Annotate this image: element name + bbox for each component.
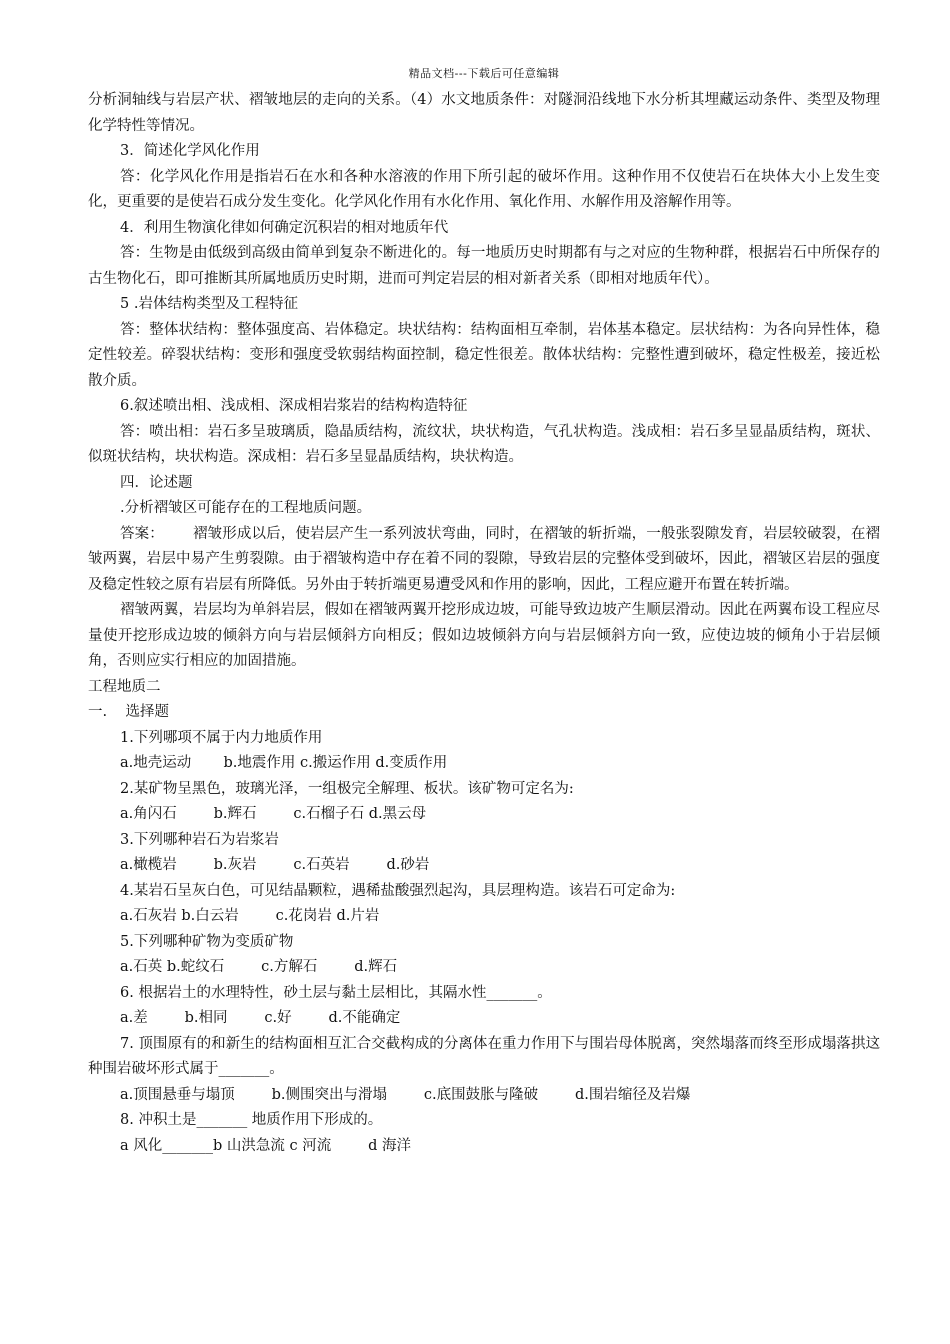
answer-text-1: 褶皱形成以后，使岩层产生一系列波状弯曲，同时，在褶皱的斩折端，一般张裂隙发育，岩层较破裂，在褶皱两翼，岩层中易产生剪裂隙。由于褶皱构造中存在着不同的裂隙，导致岩层的完整体受到破坏，因此，褶皱区岩层的强度及稳定性较之原有岩层有所降低。另外由于转折端更易遭受风和作用的影响，因此，工程应避开布置在转折端。	[88, 525, 881, 593]
choice-question-3: 3.下列哪种岩石为岩浆岩	[120, 831, 279, 848]
choice-question-7: 7. 顶围原有的和新生的结构面相互汇合交截构成的分离体在重力作用下与围岩母体脱离，突然塌落而终至形成塌落拱这种围岩破坏形式属于_______。	[88, 1035, 880, 1077]
question-4-answer: 答：生物是由低级到高级由简单到复杂不断进化的。每一地质历史时期都有与之对应的生物种群，根据岩石中所保存的古生物化石，即可推断其所属地质历史时期，进而可判定岩层的相对新者关系（即相对地质年代）。	[88, 245, 880, 287]
section-4-answer-1	[88, 522, 880, 599]
part-2-section-1-title: 一. 选择题	[88, 704, 170, 720]
choice-options-7: a.顶围悬垂与塌顶 b.侧围突出与滑塌 c.底围鼓胀与隆破 d.围岩缩径及岩爆	[120, 1086, 691, 1103]
page-header: 精品文档---下载后可任意编辑	[408, 67, 560, 80]
question-5-answer: 答：整体状结构：整体强度高、岩体稳定。块状结构：结构面相互牵制，岩体基本稳定。层状结构：为各向异性体，稳定性较差。碎裂状结构：变形和强度受软弱结构面控制，稳定性很差。散体状结构：完整性遭到破坏，稳定性极差，接近松散介质。	[88, 321, 880, 389]
choice-question-list	[88, 726, 880, 1160]
part-2-title: 工程地质二	[88, 678, 161, 695]
answer-label: 答案：	[120, 525, 164, 542]
choice-question-2: 2.某矿物呈黑色，玻璃光泽，一组极完全解理、板状。该矿物可定名为:	[120, 780, 574, 797]
choice-question-6: 6. 根据岩土的水理特性，砂土层与黏土层相比，其隔水性_______。	[120, 984, 552, 1001]
choice-question-5: 5.下列哪种矿物为变质矿物	[120, 933, 294, 950]
choice-options-1: a.地壳运动 b.地震作用 c.搬运作用 d.变质作用	[120, 755, 448, 771]
choice-options-4: a.石灰岩 b.白云岩 c.花岗岩 d.片岩	[120, 908, 380, 924]
section-4-answer-2: 褶皱两翼，岩层均为单斜岩层，假如在褶皱两翼开挖形成边坡，可能导致边坡产生顺层滑动。因此在两翼布设工程应尽量使开挖形成边坡的倾斜方向与岩层倾斜方向相反；假如边坡倾斜方向与岩层倾斜方向一致，应使边坡的倾角小于岩层倾角，否则应实行相应的加固措施。	[88, 602, 880, 669]
question-6-answer: 答：喷出相：岩石多呈玻璃质，隐晶质结构，流纹状，块状构造，气孔状构造。浅成相：岩石多呈显晶质结构，斑状、似斑状结构，块状构造。深成相：岩石多呈显晶质结构，块状构造。	[88, 423, 880, 465]
question-6-title: 6.叙述喷出相、浅成相、深成相岩浆岩的结构构造特征	[120, 398, 468, 414]
question-3-title: 3．简述化学风化作用	[120, 143, 260, 159]
choice-options-3: a.橄榄岩 b.灰岩 c.石英岩 d.砂岩	[120, 857, 430, 873]
question-5-title: 5 .岩体结构类型及工程特征	[120, 296, 298, 312]
intro-paragraph: 分析洞轴线与岩层产状、褶皱地层的走向的关系。（4）水文地质条件：对隧洞沿线地下水分析其埋藏运动条件、类型及物理化学特性等情况。	[88, 92, 880, 134]
question-4-title: 4．利用生物演化律如何确定沉积岩的相对地质年代	[120, 219, 449, 236]
choice-question-8: 8. 冲积土是_______ 地质作用下形成的。	[120, 1112, 383, 1128]
document-page	[88, 64, 880, 1159]
section-4-question: .分析褶皱区可能存在的工程地质问题。	[120, 500, 372, 516]
choice-options-8: a 风化_______b 山洪急流 c 河流 d 海洋	[120, 1137, 411, 1154]
question-3-answer: 答：化学风化作用是指岩石在水和各种水溶液的作用下所引起的破坏作用。这种作用不仅使岩石在块体大小上发生变化，更重要的是使岩石成分发生变化。化学风化作用有水化作用、氧化作用、水解作用及溶解作用等。	[88, 168, 880, 210]
choice-question-4: 4.某岩石呈灰白色，可见结晶颗粒，遇稀盐酸强烈起沟，具层理构造。该岩石可定命为:	[120, 882, 676, 899]
choice-options-2: a.角闪石 b.辉石 c.石榴子石 d.黑云母	[120, 806, 427, 822]
choice-question-1: 1.下列哪项不属于内力地质作用	[120, 729, 323, 746]
section-4-title: 四．论述题	[120, 474, 193, 491]
choice-options-6: a.差 b.相同 c.好 d.不能确定	[120, 1010, 401, 1026]
choice-options-5: a.石英 b.蛇纹石 c.方解石 d.辉石	[120, 959, 398, 975]
